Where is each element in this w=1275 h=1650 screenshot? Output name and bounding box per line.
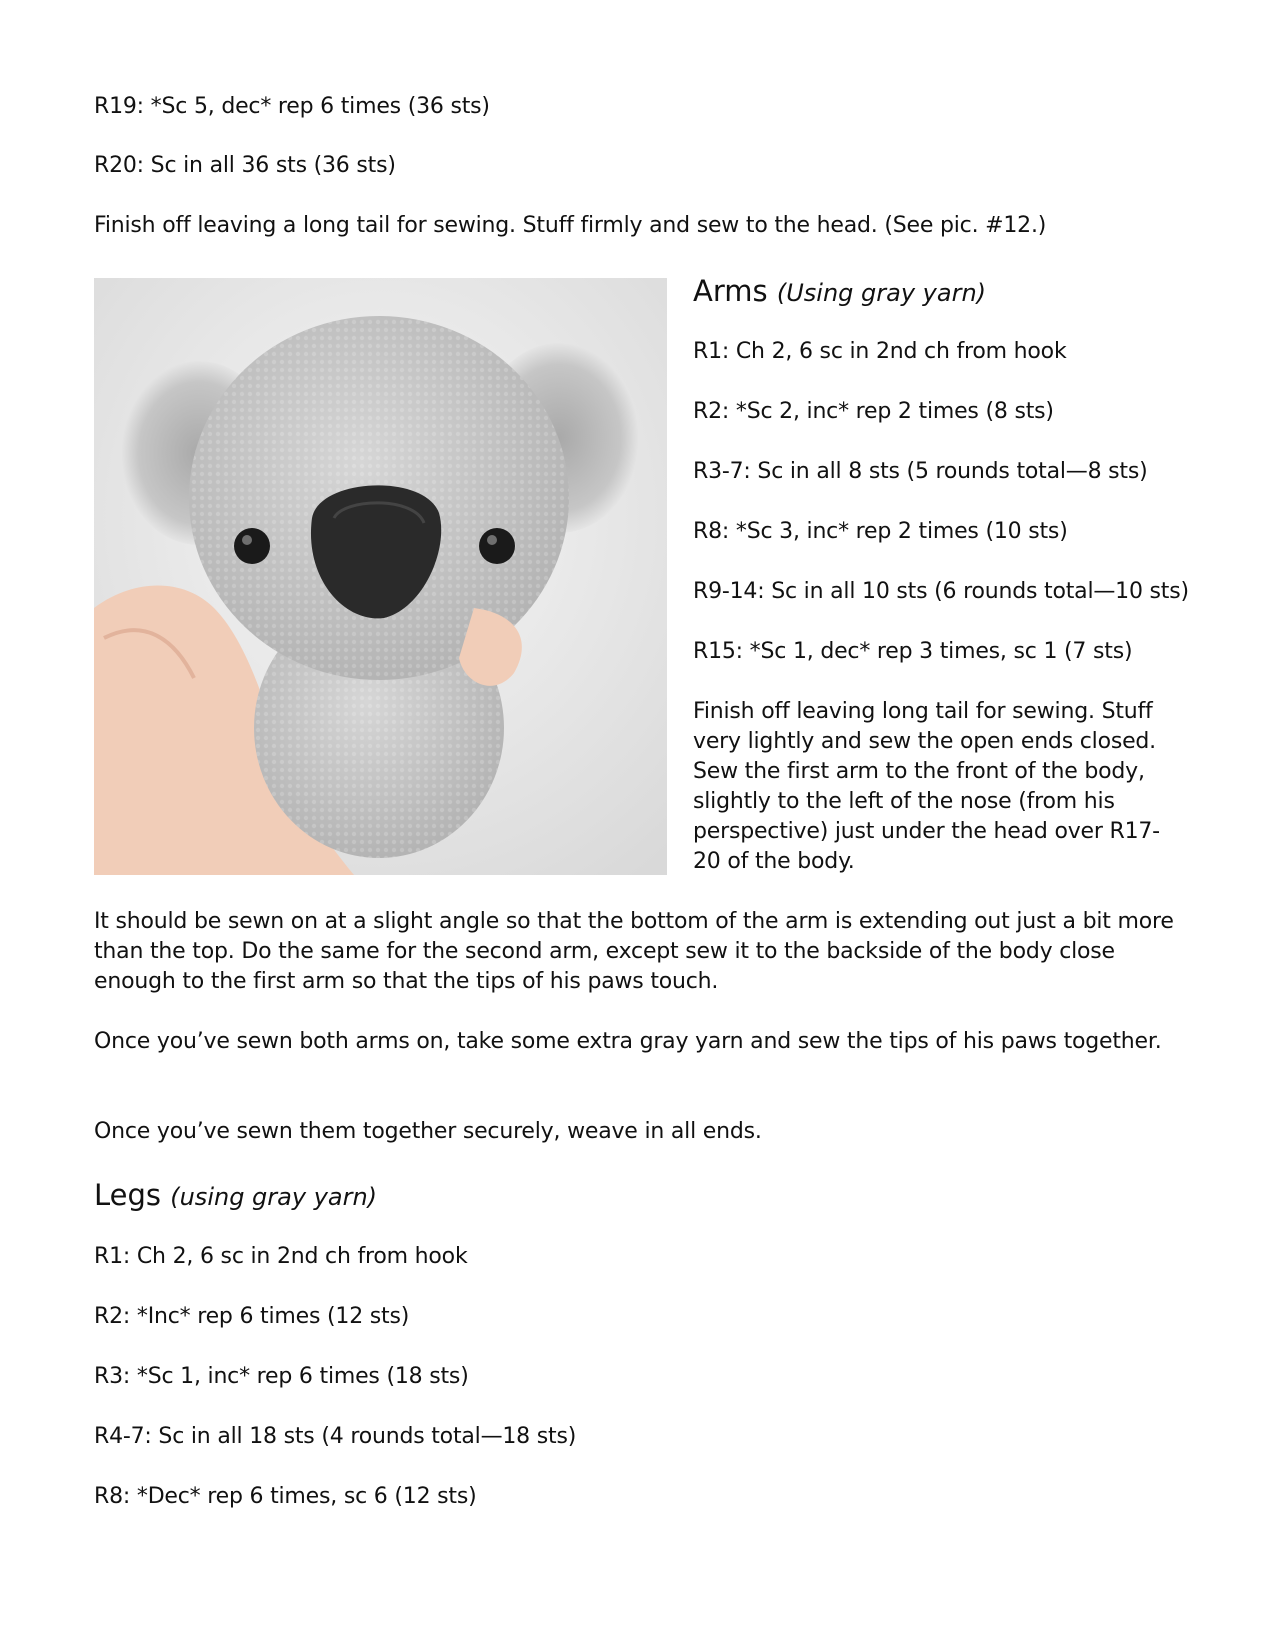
body-row-r19: R19: *Sc 5, dec* rep 6 times (36 sts) [94, 94, 490, 119]
arms-row: R15: *Sc 1, dec* rep 3 times, sc 1 (7 sts) [693, 639, 1133, 664]
arms-row: R3-7: Sc in all 8 sts (5 rounds total—8 sts) [693, 459, 1148, 484]
koala-photo [94, 278, 667, 875]
legs-row: R8: *Dec* rep 6 times, sc 6 (12 sts) [94, 1484, 477, 1509]
koala-illustration [94, 278, 667, 875]
arms-heading [693, 273, 986, 311]
arms-row: R8: *Sc 3, inc* rep 2 times (10 sts) [693, 519, 1068, 544]
arms-angle-note: It should be sewn on at a slight angle so that the bottom of the arm is extending out just a bit more than the top. Do the same for the second arm, except sew it to the backside of the body close enough to the first arm so that the tips of his paws touch. [94, 909, 1174, 994]
legs-title: Legs [94, 1178, 162, 1212]
legs-heading [94, 1177, 377, 1215]
arms-row: R9-14: Sc in all 10 sts (6 rounds total—10 sts) [693, 579, 1189, 604]
body-row-r20: R20: Sc in all 36 sts (36 sts) [94, 153, 396, 178]
arms-finish-instruction: Finish off leaving long tail for sewing. Stuff very lightly and sew the open ends closed. Sew the first arm to the front of the body, slightly to the left of the nose (from his perspective) just under the head over R17-20 of the body. [693, 699, 1160, 874]
legs-row: R2: *Inc* rep 6 times (12 sts) [94, 1304, 410, 1329]
body-finish-instruction: Finish off leaving a long tail for sewing. Stuff firmly and sew to the head. (See pic. #12.) [94, 213, 1047, 238]
arms-row: R2: *Sc 2, inc* rep 2 times (8 sts) [693, 399, 1054, 424]
arms-title: Arms [693, 274, 768, 308]
legs-row: R3: *Sc 1, inc* rep 6 times (18 sts) [94, 1364, 469, 1389]
legs-subtitle: (using gray yarn) [170, 1183, 378, 1211]
legs-row: R1: Ch 2, 6 sc in 2nd ch from hook [94, 1244, 468, 1269]
arms-weave-note: Once you’ve sewn them together securely, weave in all ends. [94, 1119, 762, 1144]
arms-paws-note: Once you’ve sewn both arms on, take some extra gray yarn and sew the tips of his paws together. [94, 1029, 1162, 1054]
legs-row: R4-7: Sc in all 18 sts (4 rounds total—18 sts) [94, 1424, 577, 1449]
arms-row: R1: Ch 2, 6 sc in 2nd ch from hook [693, 339, 1067, 364]
arms-subtitle: (Using gray yarn) [776, 279, 987, 307]
